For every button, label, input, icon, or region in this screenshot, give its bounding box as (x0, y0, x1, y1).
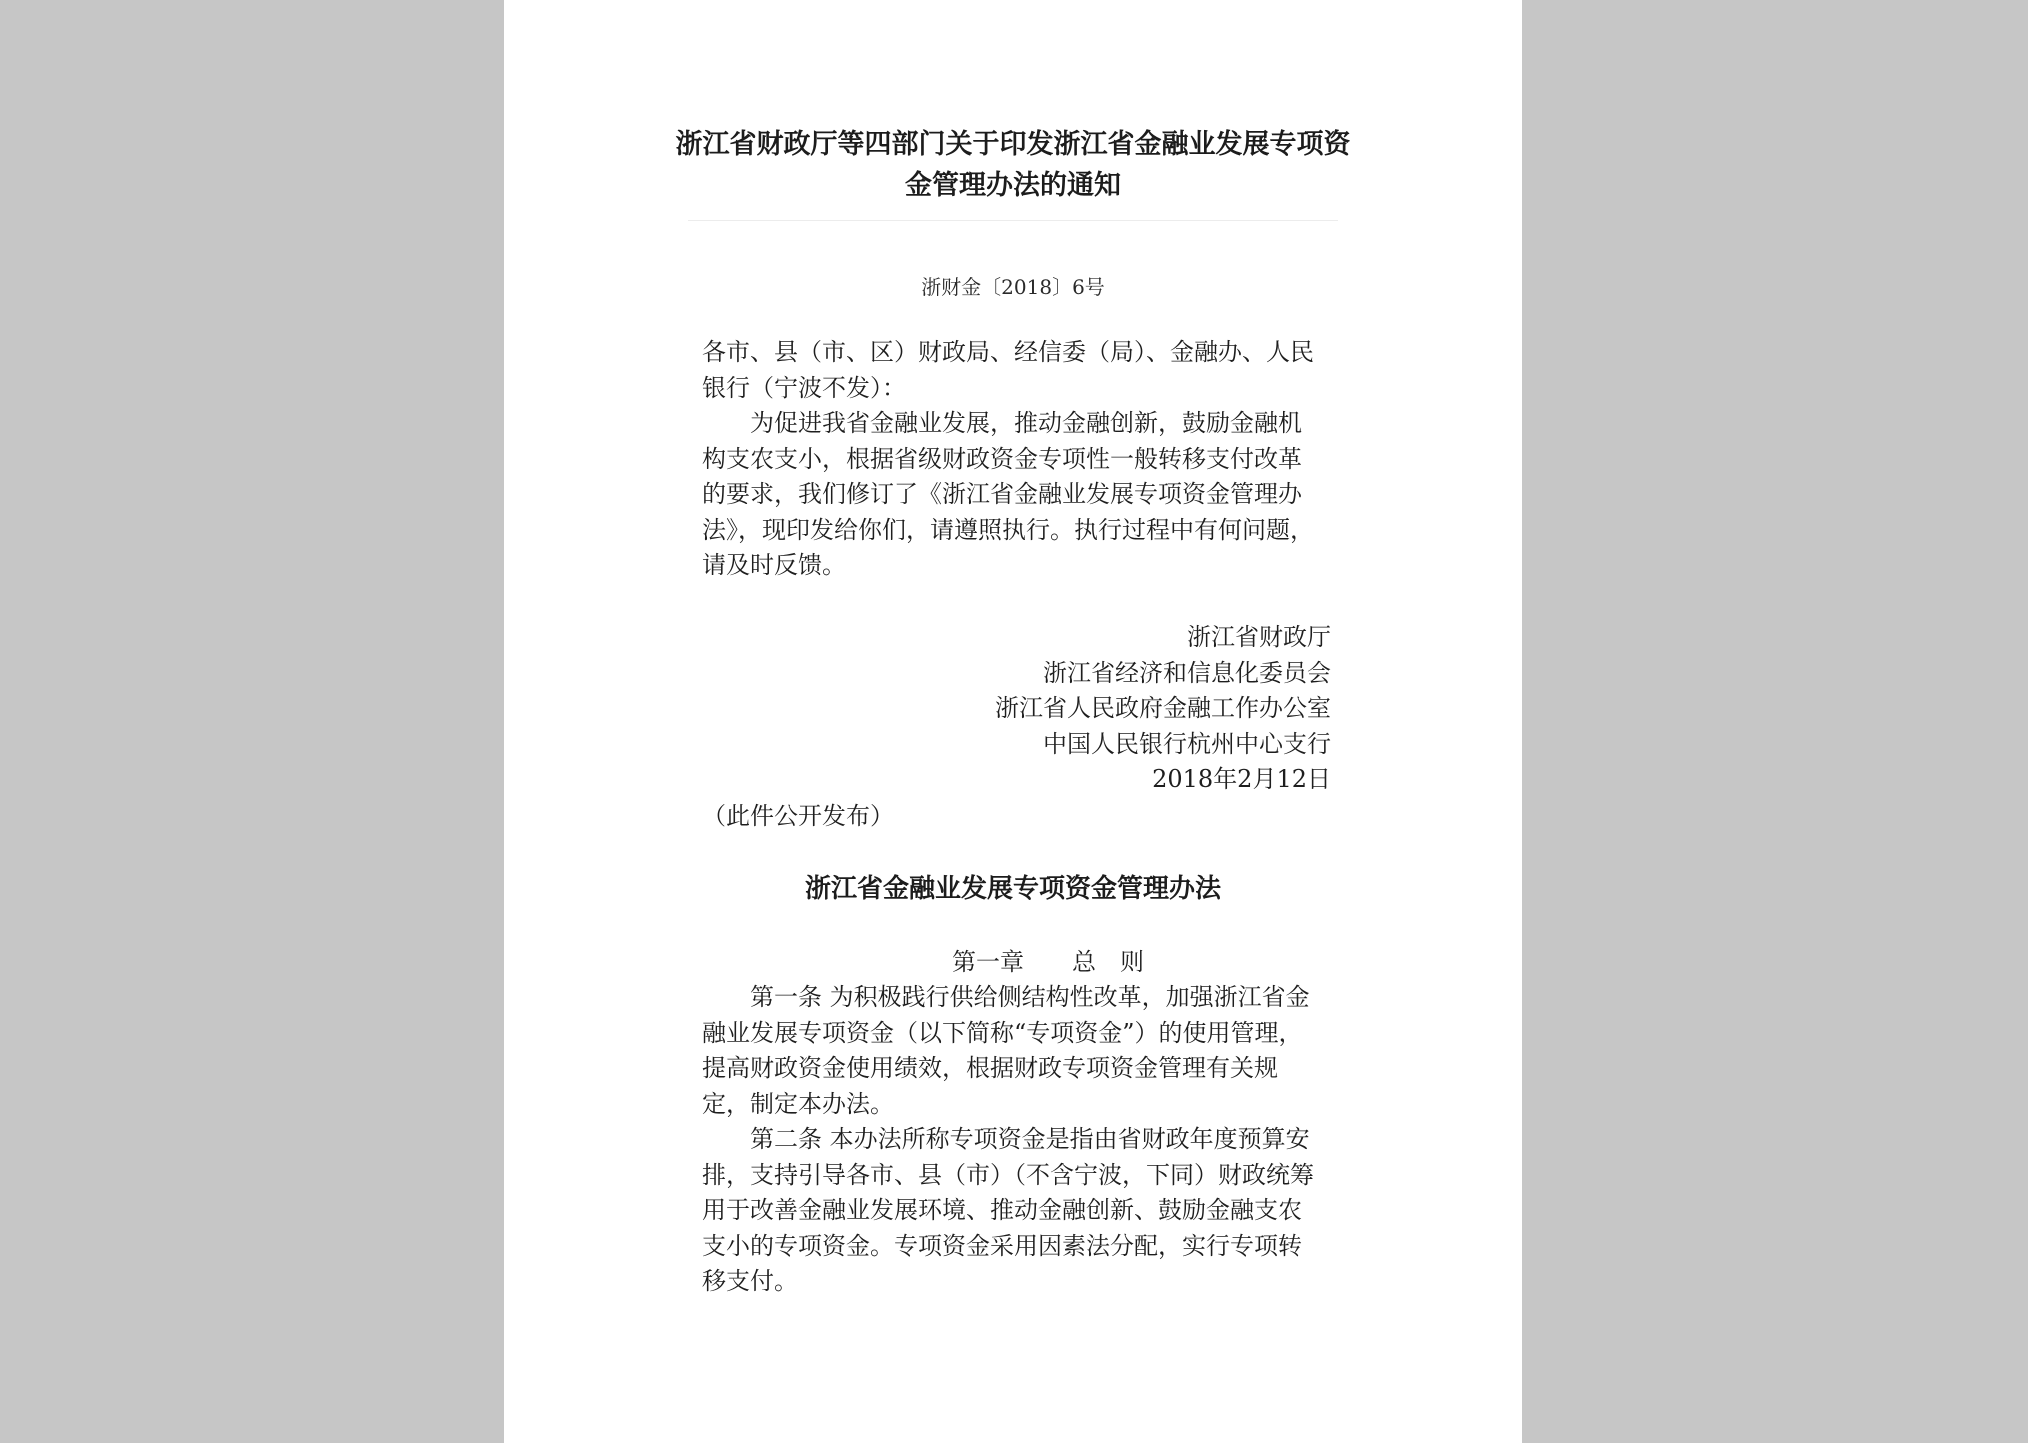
article-text: 本办法所称专项资金是指由省财政年度预算安排，支持引导各市、县（市）（不含宁波，下同）财政统筹用于改善金融业发展环境、推动金融创新、鼓励金融支农支小的专项资金。专项资金采用因素法分配，实行专项转移支付。 (702, 1125, 1314, 1295)
signature-date: 2018年2月12日 (1152, 765, 1331, 793)
signature-block (995, 620, 1331, 798)
preamble-paragraph: 为促进我省金融业发展，推动金融创新，鼓励金融机构支农支小，根据省级财政资金专项性一般转移支付改革的要求，我们修订了《浙江省金融业发展专项资金管理办法》，现印发给你们，请遵照执行。执行过程中有何问题，请及时反馈。 (702, 409, 1314, 579)
document-title: 浙江省财政厅等四部门关于印发浙江省金融业发展专项资金管理办法的通知 (675, 129, 1351, 201)
chapter-heading: 第一章 总 则 (952, 948, 1144, 976)
article-label: 第一条 (750, 983, 822, 1011)
article-spacer (822, 983, 830, 1011)
signatory-finance-office: 浙江省人民政府金融工作办公室 (995, 694, 1331, 722)
article-label: 第二条 (750, 1125, 822, 1153)
article-spacer (822, 1125, 830, 1153)
article-2 (702, 1122, 1324, 1300)
article-1 (702, 980, 1324, 1122)
signatory-finance-department: 浙江省财政厅 (1187, 623, 1331, 651)
document-number: 浙财金〔2018〕6号 (921, 275, 1105, 299)
measure-title: 浙江省金融业发展专项资金管理办法 (804, 874, 1221, 904)
document-page (504, 0, 1522, 1443)
title-divider (688, 220, 1338, 221)
public-release-note: （此件公开发布） (702, 802, 894, 830)
signatory-economy-commission: 浙江省经济和信息化委员会 (1043, 658, 1331, 687)
signatory-pboc-hangzhou: 中国人民银行杭州中心支行 (1043, 729, 1331, 758)
article-text: 为积极践行供给侧结构性改革，加强浙江省金融业发展专项资金（以下简称“专项资金”）的使用管理，提高财政资金使用绩效，根据财政专项资金管理有关规定，制定本办法。 (702, 983, 1310, 1118)
recipients-line: 各市、县（市、区）财政局、经信委（局）、金融办、人民银行（宁波不发）： (702, 338, 1314, 402)
